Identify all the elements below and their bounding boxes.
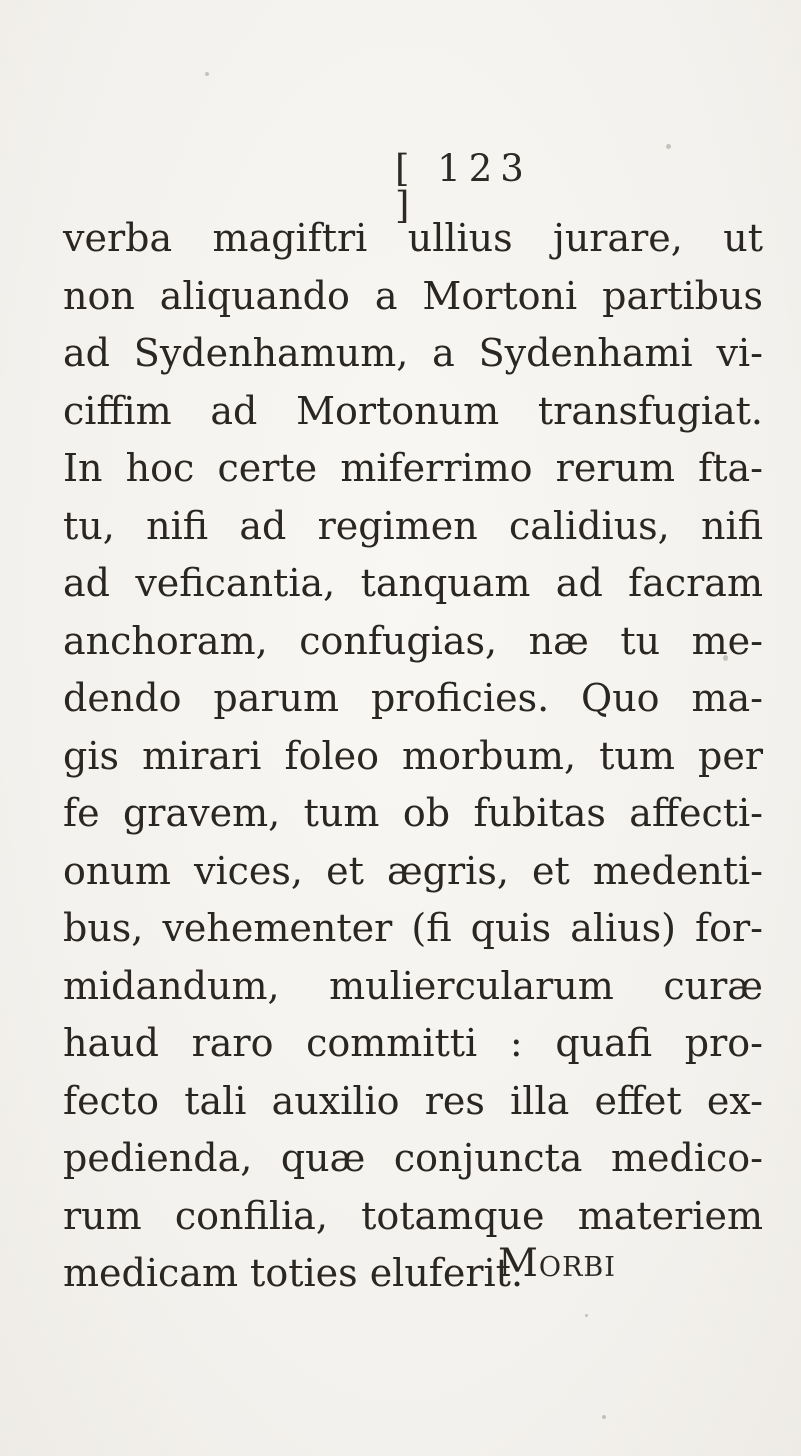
text-line: midandum, muliercularum curæ [63, 963, 763, 1008]
paper-speck [205, 72, 209, 76]
text-line: haud raro committi : quafi pro- [63, 1021, 763, 1065]
body-text [63, 210, 763, 1303]
text-line: ad veficantia, tanquam ad facram [63, 561, 763, 605]
text-line-last: medicam toties eluferit. [63, 1251, 524, 1295]
paper-speck [723, 655, 728, 661]
paper-speck [666, 144, 671, 149]
text-line: onum vices, et ægris, et medenti- [63, 848, 763, 893]
text-line: In hoc certe miferrimo rerum fta- [63, 446, 763, 490]
text-line: anchoram, confugias, næ tu me- [63, 618, 763, 663]
text-line: ciffim ad Mortonum transfugiat. [63, 388, 763, 433]
text-line: pedienda, quæ conjuncta medico- [63, 1136, 763, 1180]
page-number: [ 123 ] [395, 147, 532, 227]
text-line: ad Sydenhamum, a Sydenhami vi- [63, 331, 763, 375]
text-line: rum confilia, totamque materiem [63, 1193, 763, 1238]
paper-speck [585, 1314, 588, 1317]
paper-speck [602, 1415, 606, 1419]
catchword: Morbi [498, 1241, 616, 1286]
text-line: dendo parum proficies. Quo ma- [63, 676, 763, 720]
text-line: gis mirari foleo morbum, tum per [63, 733, 763, 778]
text-line: verba magiftri ullius jurare, ut [63, 216, 763, 260]
text-line: fecto tali auxilio res illa effet ex- [63, 1078, 763, 1123]
text-line: non aliquando a Mortoni partibus [63, 273, 763, 318]
text-line: bus, vehementer (fi quis alius) for- [63, 906, 763, 950]
text-line: tu, nifi ad regimen calidius, nifi [63, 503, 763, 548]
text-line: fe gravem, tum ob fubitas affecti- [63, 791, 763, 835]
